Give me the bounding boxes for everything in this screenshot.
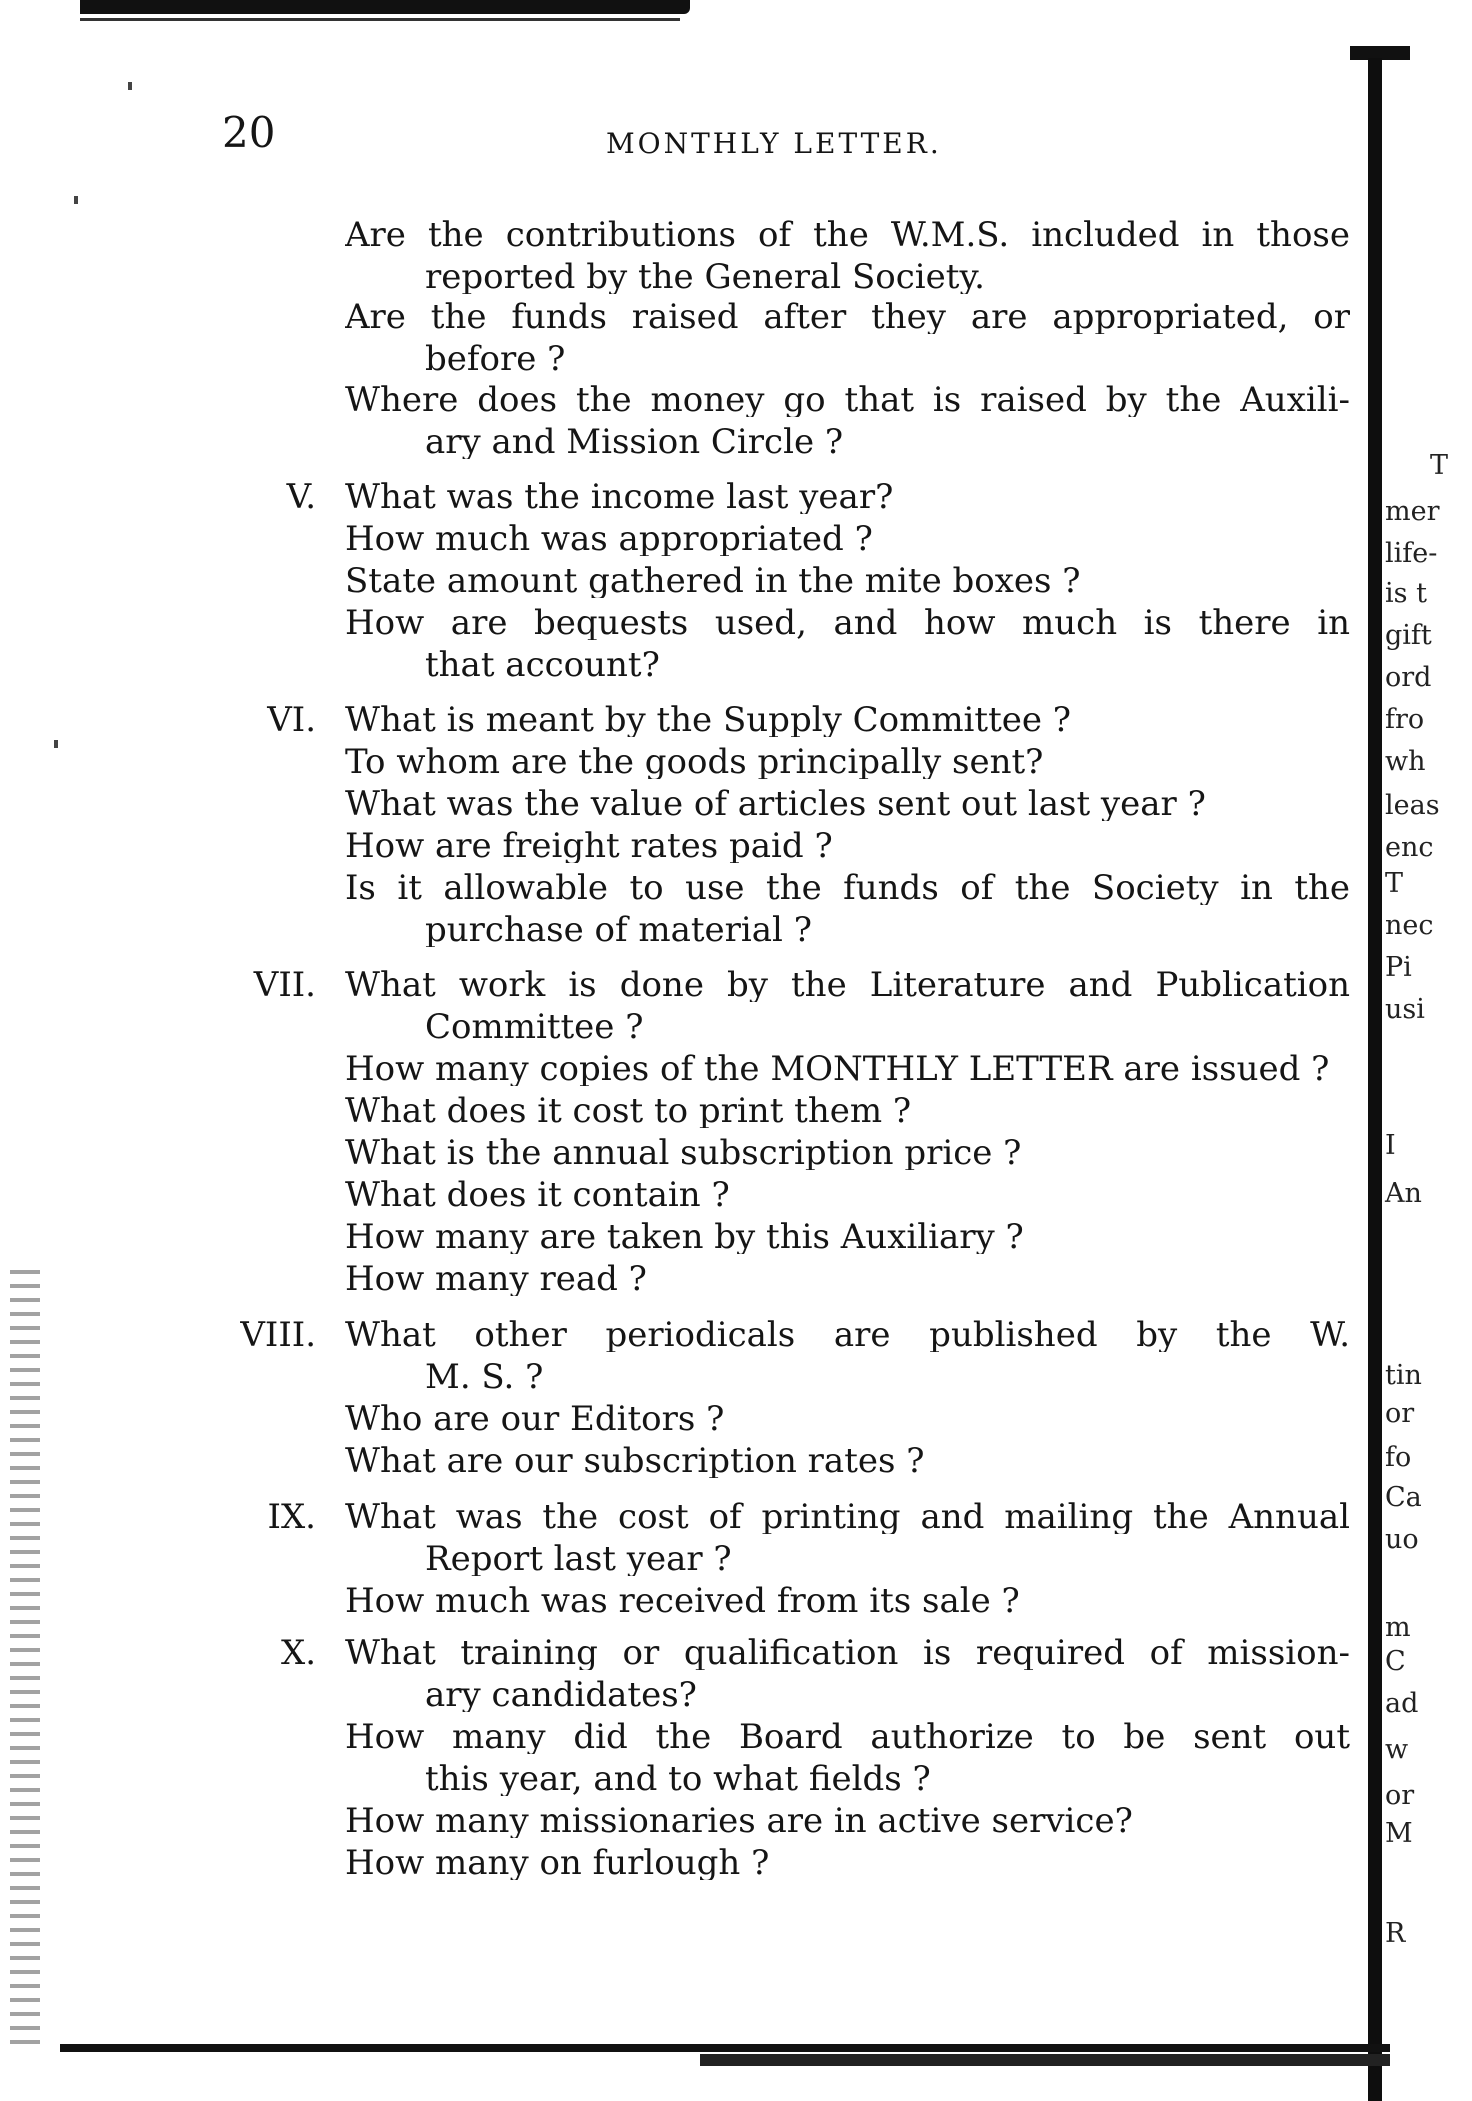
question-continuation-line: Committee ? xyxy=(425,1010,644,1044)
margin-fragment: or xyxy=(1385,1398,1415,1429)
margin-fragment: mer xyxy=(1385,496,1440,527)
question-line: What does it contain ? xyxy=(345,1178,730,1212)
margin-fragment: T xyxy=(1430,450,1449,481)
section-numeral: V. xyxy=(286,477,316,517)
section-numeral: VIII. xyxy=(240,1315,316,1355)
question-line: Are the contributions of the W.M.S. included in those xyxy=(345,218,1350,252)
question-line: What training or qualification is required of mission- xyxy=(345,1636,1350,1670)
question-line: What was the value of articles sent out last year ? xyxy=(345,787,1206,821)
margin-fragment: R xyxy=(1385,1918,1406,1949)
question-line: What is the annual subscription price ? xyxy=(345,1136,1022,1170)
scan-binding-edge xyxy=(1368,58,1382,2101)
margin-fragment: fro xyxy=(1385,704,1425,735)
margin-fragment: gift xyxy=(1385,620,1432,651)
question-line: Are the funds raised after they are appropriated, or xyxy=(345,300,1350,334)
margin-fragment: m xyxy=(1385,1612,1411,1643)
question-line: How are bequests used, and how much is there in xyxy=(345,606,1350,640)
margin-fragment: enc xyxy=(1385,832,1434,863)
question-line: How many read ? xyxy=(345,1262,647,1296)
margin-fragment: nec xyxy=(1385,910,1434,941)
question-line: How many are taken by this Auxiliary ? xyxy=(345,1220,1024,1254)
page-number: 20 xyxy=(222,108,276,157)
question-line: How many on furlough ? xyxy=(345,1846,770,1880)
running-head: MONTHLY LETTER. xyxy=(606,127,942,160)
question-line: What is meant by the Supply Committee ? xyxy=(345,703,1072,737)
question-continuation-line: M. S. ? xyxy=(425,1360,544,1394)
margin-fragment: w xyxy=(1385,1734,1409,1765)
question-continuation-line: before ? xyxy=(425,342,566,376)
margin-fragment: leas xyxy=(1385,790,1440,821)
question-line: Where does the money go that is raised by the Auxili- xyxy=(345,383,1350,417)
margin-fragment: or xyxy=(1385,1780,1415,1811)
question-line: What was the cost of printing and mailing the Annual xyxy=(345,1500,1350,1534)
question-line: What other periodicals are published by the W. xyxy=(345,1318,1350,1352)
question-line: How many missionaries are in active service? xyxy=(345,1804,1133,1838)
question-continuation-line: ary candidates? xyxy=(425,1678,697,1712)
margin-fragment: life- xyxy=(1385,538,1438,569)
question-line: What are our subscription rates ? xyxy=(345,1444,925,1478)
question-line: Who are our Editors ? xyxy=(345,1402,725,1436)
question-line: How are freight rates paid ? xyxy=(345,829,833,863)
question-continuation-line: Report last year ? xyxy=(425,1542,732,1576)
margin-fragment: tin xyxy=(1385,1360,1422,1391)
question-line: How much was appropriated ? xyxy=(345,522,873,556)
question-continuation-line: this year, and to what fields ? xyxy=(425,1762,931,1796)
margin-fragment: M xyxy=(1385,1818,1413,1849)
margin-fragment: ad xyxy=(1385,1688,1419,1719)
margin-fragment: Pi xyxy=(1385,952,1412,983)
margin-fragment: I xyxy=(1385,1130,1396,1161)
question-line: What does it cost to print them ? xyxy=(345,1094,912,1128)
question-line: How many copies of the MONTHLY LETTER are issued ? xyxy=(345,1052,1330,1086)
question-line: State amount gathered in the mite boxes ? xyxy=(345,564,1081,598)
margin-fragment: Ca xyxy=(1385,1482,1422,1513)
question-line: How many did the Board authorize to be sent out xyxy=(345,1720,1350,1754)
section-numeral: VI. xyxy=(267,700,316,740)
question-line: How much was received from its sale ? xyxy=(345,1584,1020,1618)
section-numeral: VII. xyxy=(253,965,316,1005)
margin-fragment: ord xyxy=(1385,662,1432,693)
margin-fragment: usi xyxy=(1385,994,1425,1025)
question-line: To whom are the goods principally sent? xyxy=(345,745,1044,779)
question-continuation-line: ary and Mission Circle ? xyxy=(425,425,844,459)
question-continuation-line: that account? xyxy=(425,648,660,682)
question-line: Is it allowable to use the funds of the Society in the xyxy=(345,871,1350,905)
question-line: What work is done by the Literature and Publication xyxy=(345,968,1350,1002)
section-numeral: IX. xyxy=(267,1497,316,1537)
margin-fragment: T xyxy=(1385,868,1404,899)
margin-fragment: fo xyxy=(1385,1442,1412,1473)
section-numeral: X. xyxy=(280,1633,316,1673)
margin-fragment: C xyxy=(1385,1646,1406,1677)
margin-fragment: is t xyxy=(1385,578,1427,609)
margin-fragment: wh xyxy=(1385,746,1426,777)
margin-fragment: An xyxy=(1385,1178,1422,1209)
question-continuation-line: reported by the General Society. xyxy=(425,260,985,294)
margin-fragment: uo xyxy=(1385,1524,1419,1555)
question-continuation-line: purchase of material ? xyxy=(425,913,812,947)
question-line: What was the income last year? xyxy=(345,480,894,514)
